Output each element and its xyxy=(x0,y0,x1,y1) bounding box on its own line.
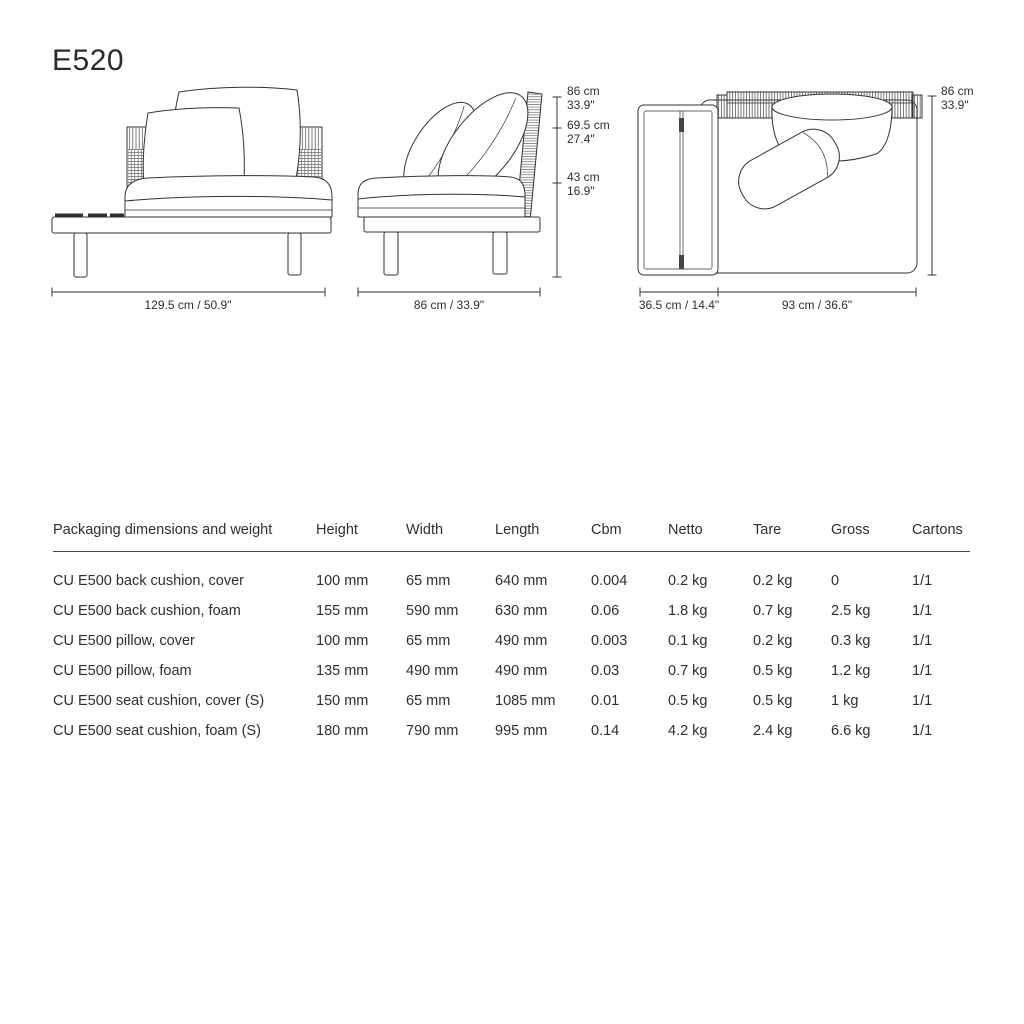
table-cell: 0.2 kg xyxy=(753,633,793,649)
seat-cushion-shape xyxy=(358,176,525,217)
table-cell: CU E500 back cushion, cover xyxy=(53,573,245,589)
depth-dimension xyxy=(358,288,540,313)
table-cell: CU E500 back cushion, foam xyxy=(53,603,241,619)
table-width-label: 36.5 cm / 14.4" xyxy=(638,298,720,312)
table-cell: 1.8 kg xyxy=(668,603,708,619)
table-cell: 590 mm xyxy=(406,603,459,619)
seat-height-in-label: 16.9" xyxy=(567,184,595,198)
table-cell: 1 kg xyxy=(831,693,859,709)
table-cell: 0.14 xyxy=(591,723,620,739)
side-view-drawing xyxy=(352,85,652,315)
front-leg xyxy=(384,232,398,275)
table-cell: 1/1 xyxy=(912,633,933,649)
table-cell: 1/1 xyxy=(912,693,933,709)
total-height-cm-label: 86 cm xyxy=(567,84,600,98)
table-cell: 2.5 kg xyxy=(831,603,871,619)
back-height-in-label: 27.4" xyxy=(567,132,595,146)
right-leg xyxy=(288,233,301,275)
table-cell: 1/1 xyxy=(912,573,933,589)
total-height-in-label: 33.9" xyxy=(567,98,595,112)
table-cell: 135 mm xyxy=(316,663,369,679)
width-dimensions xyxy=(639,288,916,313)
table-cell: 1085 mm xyxy=(495,693,556,709)
depth-label: 86 cm / 33.9" xyxy=(413,298,485,312)
table-header-row xyxy=(53,522,970,552)
table-cell: 490 mm xyxy=(495,663,548,679)
table-cell: 0.004 xyxy=(591,573,628,589)
front-width-label: 129.5 cm / 50.9" xyxy=(144,298,232,312)
table-cell: 100 mm xyxy=(316,573,369,589)
top-height-cm-label: 86 cm xyxy=(941,84,974,98)
table-cell: 0.5 kg xyxy=(753,693,793,709)
col-header-gross: Gross xyxy=(831,522,912,552)
table-cell: 0.1 kg xyxy=(668,633,708,649)
side-table-top xyxy=(638,105,718,275)
table-cell: 640 mm xyxy=(495,573,548,589)
table-cell: 630 mm xyxy=(495,603,548,619)
table-cell: 490 mm xyxy=(406,663,459,679)
col-header-width: Width xyxy=(406,522,495,552)
packaging-table xyxy=(53,522,970,747)
table-row xyxy=(53,717,970,747)
table-row xyxy=(53,627,970,657)
height-dimension-line xyxy=(553,84,610,277)
table-cell: 1.2 kg xyxy=(831,663,871,679)
table-cell: CU E500 seat cushion, cover (S) xyxy=(53,693,265,709)
table-cell: 0.2 kg xyxy=(753,573,793,589)
table-cell: 2.4 kg xyxy=(753,723,793,739)
page-title: E520 xyxy=(52,44,125,77)
left-leg xyxy=(74,233,87,277)
table-row xyxy=(53,597,970,627)
table-cell: 65 mm xyxy=(406,693,451,709)
col-header-cartons: Cartons xyxy=(912,522,970,552)
table-cell: 4.2 kg xyxy=(668,723,708,739)
table-cell: 0.03 xyxy=(591,663,620,679)
seat-height-cm-label: 43 cm xyxy=(567,170,600,184)
col-header-netto: Netto xyxy=(668,522,753,552)
table-cell: 100 mm xyxy=(316,633,369,649)
base-rail xyxy=(364,217,540,232)
table-cell: 0.5 kg xyxy=(753,663,793,679)
table-cell: 1/1 xyxy=(912,723,933,739)
front-width-dimension xyxy=(52,288,325,313)
table-cell: 155 mm xyxy=(316,603,369,619)
table-cell: 0.2 kg xyxy=(668,573,708,589)
table-cell: 0.06 xyxy=(591,603,620,619)
col-header-packaging: Packaging dimensions and weight xyxy=(53,522,316,552)
table-cell: 65 mm xyxy=(406,633,451,649)
table-cell: CU E500 seat cushion, foam (S) xyxy=(53,723,261,739)
table-cell: 1/1 xyxy=(912,663,933,679)
table-cell: 490 mm xyxy=(495,633,548,649)
table-cell: 995 mm xyxy=(495,723,548,739)
table-cell: 6.6 kg xyxy=(831,723,871,739)
table-cell: 0.7 kg xyxy=(753,603,793,619)
table-cell: CU E500 pillow, cover xyxy=(53,633,195,649)
col-header-length: Length xyxy=(495,522,591,552)
table-cell: 0.7 kg xyxy=(668,663,708,679)
seat-cushion-shape xyxy=(125,176,332,217)
col-header-tare: Tare xyxy=(753,522,831,552)
front-view-drawing xyxy=(48,85,338,315)
table-row xyxy=(53,552,970,597)
back-height-cm-label: 69.5 cm xyxy=(567,118,610,132)
table-cell: 0.01 xyxy=(591,693,620,709)
table-row xyxy=(53,687,970,717)
table-cell: 0.5 kg xyxy=(668,693,708,709)
seat-width-label: 93 cm / 36.6" xyxy=(781,298,853,312)
col-header-height: Height xyxy=(316,522,406,552)
table-cell: CU E500 pillow, foam xyxy=(53,663,192,679)
table-cell: 0 xyxy=(831,573,840,589)
table-cell: 0.003 xyxy=(591,633,628,649)
front-pillow-shape xyxy=(143,108,244,187)
height-dimension-line xyxy=(928,84,974,275)
table-row xyxy=(53,657,970,687)
table-cell: 1/1 xyxy=(912,603,933,619)
table-cell: 150 mm xyxy=(316,693,369,709)
table-cell: 65 mm xyxy=(406,573,451,589)
rear-leg xyxy=(493,232,507,274)
top-height-in-label: 33.9" xyxy=(941,98,969,112)
top-view-drawing xyxy=(636,85,1024,315)
table-cell: 790 mm xyxy=(406,723,459,739)
table-cell: 0.3 kg xyxy=(831,633,871,649)
col-header-cbm: Cbm xyxy=(591,522,668,552)
table-cell: 180 mm xyxy=(316,723,369,739)
